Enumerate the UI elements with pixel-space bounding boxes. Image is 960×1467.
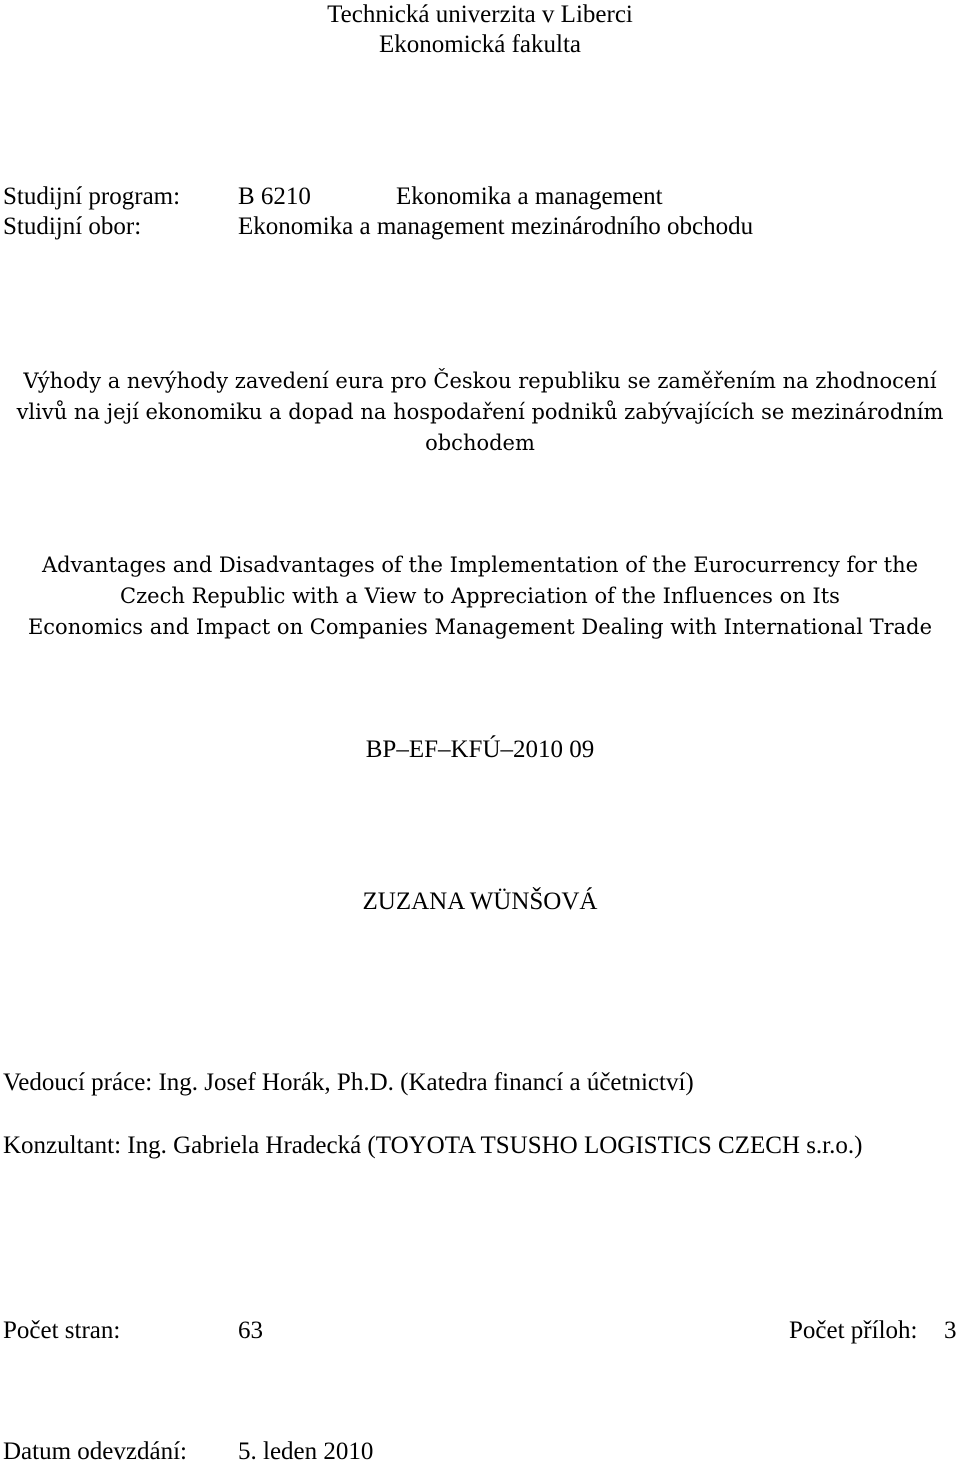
title-en-line3: Economics and Impact on Companies Management Dealing with International Trade xyxy=(27,615,933,639)
title-cz-line1: Výhody a nevýhody zavedení eura pro Českou republiku se zaměřením na zhodnocení xyxy=(23,369,937,393)
pages-value: 63 xyxy=(238,1317,263,1344)
field-label: Studijní obor: xyxy=(3,213,142,240)
faculty-name: Ekonomická fakulta xyxy=(378,31,581,58)
program-label: Studijní program: xyxy=(3,183,181,210)
program-name: Ekonomika a management xyxy=(396,183,663,210)
submission-date: 5. leden 2010 xyxy=(238,1438,374,1465)
title-cz-line3: obchodem xyxy=(425,431,535,455)
thesis-code: BP–EF–KFÚ–2010 09 xyxy=(365,736,595,763)
field-name: Ekonomika a management mezinárodního obchodu xyxy=(238,213,754,240)
title-cz-line2: vlivů na její ekonomiku a dopad na hospodaření podniků zabývajících se mezinárodním xyxy=(16,400,944,424)
consultant: Konzultant: Ing. Gabriela Hradecká (TOYOTA TSUSHO LOGISTICS CZECH s.r.o.) xyxy=(3,1132,863,1159)
author-name: ZUZANA WÜNŠOVÁ xyxy=(362,888,598,915)
title-en-line2: Czech Republic with a View to Appreciation of the Influences on Its xyxy=(120,584,840,608)
attachments-value: 3 xyxy=(944,1317,957,1344)
supervisor: Vedoucí práce: Ing. Josef Horák, Ph.D. (Katedra financí a účetnictví) xyxy=(3,1069,694,1096)
program-code: B 6210 xyxy=(238,183,311,210)
submission-label: Datum odevzdání: xyxy=(3,1438,187,1465)
university-name: Technická univerzita v Liberci xyxy=(327,1,633,28)
pages-label: Počet stran: xyxy=(3,1317,121,1344)
attachments-label: Počet příloh: xyxy=(789,1317,918,1344)
title-en-line1: Advantages and Disadvantages of the Implementation of the Eurocurrency for the xyxy=(41,553,919,577)
